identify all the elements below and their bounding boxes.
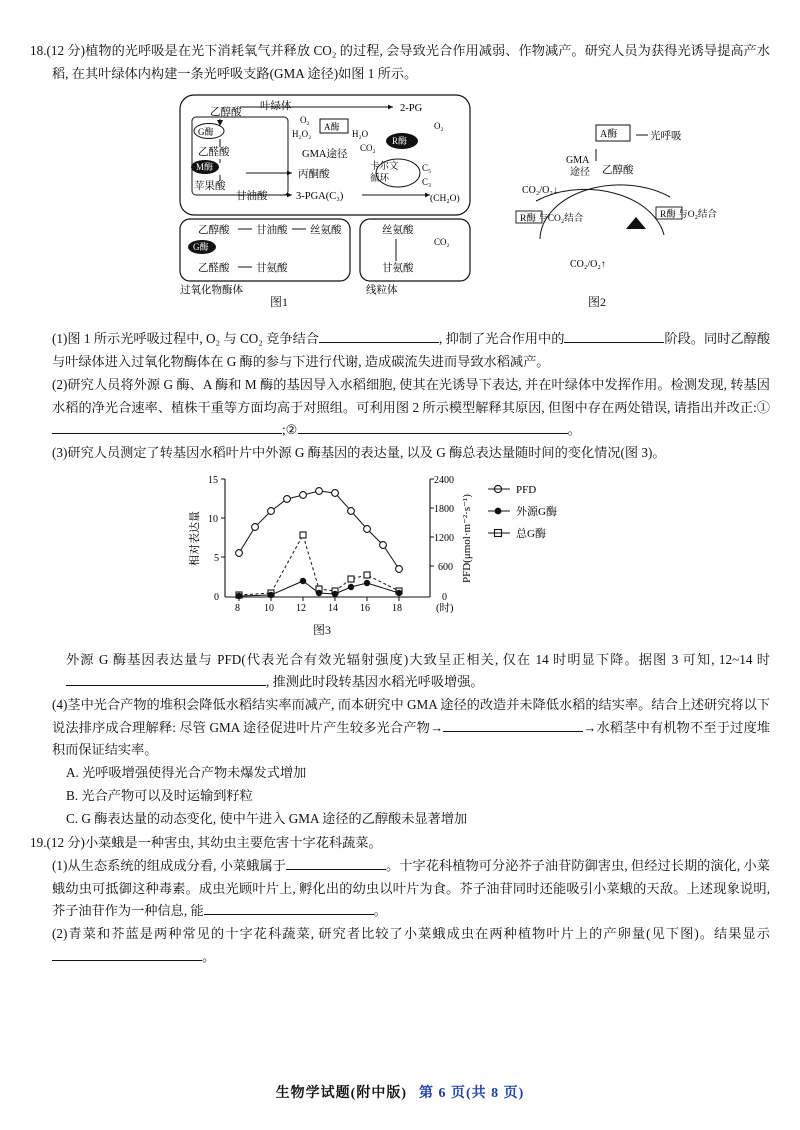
question-19-stem — [30, 832, 770, 855]
option-b-label: B. 光合产物可以及时运输到籽粒 — [66, 787, 253, 803]
legend-exogenous-g: 外源G酶 — [516, 505, 557, 518]
xtick-16: 16 — [360, 602, 370, 614]
q18-number: 18. — [30, 43, 47, 58]
q18-score: (12 分) — [46, 43, 86, 58]
svg-text:R酶 与CO₂结合: R酶 与CO₂结合 — [520, 214, 584, 225]
q18-sub1-pre: (1)图 1 所示光呼吸过程中, O₂ 与 CO₂ 竞争结合 — [52, 331, 319, 347]
svg-text:M酶: M酶 — [196, 162, 214, 173]
ytick-left-5: 5 — [214, 552, 219, 564]
figure-2-caption: 图2 — [588, 295, 607, 310]
svg-text:R酶 与O₂结合: R酶 与O₂结合 — [660, 210, 717, 221]
question-18-chart-note — [30, 649, 770, 694]
svg-text:G酶: G酶 — [193, 242, 209, 253]
svg-text:2-PG: 2-PG — [400, 103, 423, 115]
option-c-label: C. G 酶表达量的动态变化, 使中午进入 GMA 途径的乙醇酸未显著增加 — [66, 810, 468, 826]
chart-ylabel-left: 相对表达量 — [189, 510, 201, 566]
svg-text:途径: 途径 — [570, 167, 590, 179]
q18-sub1-post: 阶段。同时乙醇酸与叶绿体进入过氧化物酶体在 G 酶的参与下进行代谢, 造成碳流失进而导致水稻减产。 — [52, 331, 771, 370]
svg-text:O₂: O₂ — [300, 115, 310, 126]
svg-text:O₂: O₂ — [434, 121, 444, 132]
footer-title: 生物学试题(附中版) — [275, 1086, 407, 1101]
ytick-right-2400: 2400 — [434, 474, 454, 486]
svg-text:C₅: C₅ — [422, 163, 432, 174]
svg-text:乙醇酸: 乙醇酸 — [602, 165, 634, 177]
answer-blank[interactable] — [52, 960, 202, 961]
chart-ylabel-right: PFD(μmol·m⁻²·s⁻¹) — [461, 493, 473, 583]
svg-text:A酶: A酶 — [324, 122, 340, 133]
question-18-sub3 — [30, 442, 770, 465]
answer-blank[interactable] — [286, 869, 386, 870]
ytick-left-10: 10 — [208, 513, 218, 525]
svg-text:甘油酸: 甘油酸 — [256, 225, 288, 237]
svg-text:甘氨酸: 甘氨酸 — [256, 263, 288, 275]
q19-score: (12 分) — [46, 835, 85, 851]
svg-text:CO₂/O₂↓: CO₂/O₂↓ — [522, 185, 558, 197]
footer-page-number: 第 6 页(共 8 页) — [419, 1086, 525, 1101]
svg-text:甘油酸: 甘油酸 — [236, 191, 268, 203]
q18-sub4-post: →水稻茎中有机物不至于过度堆积而保证结实率。 — [52, 719, 770, 758]
q18-chart-note-pre: 外源 G 酶基因表达量与 PFD(代表光合有效光辐射强度)大致呈正相关, 仅在 14 时明显下降。据图 3 可知, 12~14 时 — [66, 651, 770, 667]
svg-text:叶绿体: 叶绿体 — [260, 101, 292, 113]
answer-blank[interactable] — [443, 731, 583, 732]
question-18-stem — [30, 40, 770, 85]
svg-text:CO₂: CO₂ — [434, 237, 450, 248]
xtick-10: 10 — [264, 602, 274, 614]
answer-blank[interactable] — [52, 433, 282, 434]
q18-sub2-post: 。 — [567, 422, 581, 438]
svg-text:G酶: G酶 — [198, 127, 214, 138]
svg-text:CO₂/O₂↑: CO₂/O₂↑ — [570, 259, 606, 271]
chart-xlabel: (时) — [436, 602, 454, 614]
xtick-14: 14 — [328, 602, 338, 614]
question-18-sub2 — [30, 374, 770, 442]
figure-3-chart — [30, 471, 770, 637]
q19-sub2-post: 。 — [202, 948, 216, 964]
question-18-option-a — [30, 762, 770, 785]
figure-diagrams — [30, 89, 770, 309]
svg-text:丝氨酸: 丝氨酸 — [382, 225, 414, 237]
svg-text:循环: 循环 — [370, 174, 390, 185]
question-19-sub1 — [30, 855, 770, 923]
svg-text:乙醛酸: 乙醛酸 — [198, 147, 230, 159]
q19-sub1-post: 。 — [373, 903, 387, 919]
figure-1-and-2 — [30, 89, 770, 314]
svg-text:乙醇酸: 乙醇酸 — [198, 225, 230, 237]
svg-text:CO₂: CO₂ — [360, 143, 376, 154]
svg-text:乙醛酸: 乙醛酸 — [198, 263, 230, 275]
svg-text:3-PGA(C₃): 3-PGA(C₃) — [296, 191, 344, 203]
q18-sub2-pre: (2)研究人员将外源 G 酶、A 酶和 M 酶的基因导入水稻细胞, 使其在光诱导下表达, 并在叶绿体中发挥作用。检测发现, 转基因水稻的净光合速率、植株干重等方面均高于对照组。可利用图 2 所示模型解释其原因, 但图中存在两处错误, 请指出并改正:① — [52, 376, 770, 415]
q19-sub2-pre: (2)青菜和芥蓝是两种常见的十字花科蔬菜, 研究者比较了小菜蛾成虫在两种植物叶片上的产卵量(见下图)。结果显示 — [52, 926, 770, 942]
ytick-left-15: 15 — [208, 474, 218, 486]
question-18-option-b — [30, 785, 770, 808]
option-a-label: A. 光呼吸增强使得光合产物未爆发式增加 — [66, 765, 307, 781]
svg-text:乙醇酸: 乙醇酸 — [210, 107, 242, 119]
svg-text:苹果酸: 苹果酸 — [194, 181, 226, 193]
q18-sub4-pre: (4)茎中光合产物的堆积会降低水稻结实率而减产, 而本研究中 GMA 途径的改造并未降低水稻的结实率。结合上述研究将以下说法排序成合理解释: 尽管 GMA 途径促进叶片产生较多光合产物→ — [52, 697, 770, 735]
q18-sub2-mid: ;② — [282, 422, 298, 438]
answer-blank[interactable] — [564, 342, 664, 343]
xtick-8: 8 — [235, 602, 240, 614]
page-content — [30, 40, 770, 968]
ytick-right-1200: 1200 — [434, 532, 454, 544]
svg-text:卡尔文: 卡尔文 — [370, 162, 399, 173]
svg-text:C₃: C₃ — [422, 177, 432, 188]
q18-chart-note-post: , 推测此时段转基因水稻光呼吸增强。 — [266, 674, 484, 690]
q18-stem-text: 植物的光呼吸是在光下消耗氧气并释放 CO₂ 的过程, 会导致光合作用减弱、作物减产。研究人员为获得光诱导提高产水稻, 在其叶绿体内构建一条光呼吸支路(GMA 途径)如图 1 所示。 — [52, 43, 770, 81]
svg-text:A酶: A酶 — [600, 129, 618, 141]
svg-text:丝氨酸: 丝氨酸 — [310, 225, 342, 237]
answer-blank[interactable] — [204, 914, 374, 915]
q19-stem-text: 小菜蛾是一种害虫, 其幼虫主要危害十字花科蔬菜。 — [84, 835, 382, 851]
figure-3-caption: 图3 — [313, 622, 332, 637]
legend-pfd: PFD — [516, 483, 537, 496]
svg-text:甘氨酸: 甘氨酸 — [382, 263, 414, 275]
question-18-sub1 — [30, 328, 770, 373]
q18-sub3-text: (3)研究人员测定了转基因水稻叶片中外源 G 酶基因的表达量, 以及 G 酶总表达量随时间的变化情况(图 3)。 — [52, 444, 666, 460]
q18-sub1-mid: , 抑制了光合作用中的 — [438, 331, 565, 347]
q19-number: 19. — [30, 835, 47, 851]
answer-blank[interactable] — [319, 342, 439, 343]
ytick-left-0: 0 — [214, 591, 219, 603]
svg-text:线粒体: 线粒体 — [366, 285, 398, 297]
q19-sub1-pre: (1)从生态系统的组成成分看, 小菜蛾属于 — [52, 857, 286, 873]
q19-sub1-mid: 。十字花科植物可分泌芥子油苷防御害虫, 但经过长期的演化, 小菜蛾幼虫可抵御这种毒素。成虫光顾叶片上, 孵化出的幼虫以叶片为食。芥子油苷同时还能吸引小菜蛾的天敌。上述现象说明, 芥子油苷作为一种信息, 能 — [52, 857, 770, 919]
legend-total-g: 总G酶 — [516, 527, 546, 540]
ytick-right-600: 600 — [438, 561, 453, 573]
svg-text:H₂O₂: H₂O₂ — [292, 129, 312, 140]
svg-text:光呼吸: 光呼吸 — [650, 131, 682, 143]
ytick-right-1800: 1800 — [434, 503, 454, 515]
xtick-18: 18 — [392, 602, 402, 614]
ytick-right-0: 0 — [442, 591, 447, 603]
svg-text:GMA途径: GMA途径 — [302, 149, 348, 161]
svg-text:R酶: R酶 — [392, 136, 408, 147]
answer-blank[interactable] — [66, 685, 266, 686]
svg-text:丙酮酸: 丙酮酸 — [298, 169, 330, 181]
answer-blank[interactable] — [298, 433, 568, 434]
question-19-sub2 — [30, 923, 770, 968]
page-footer — [0, 1082, 800, 1102]
question-18-sub4 — [30, 694, 770, 762]
svg-text:H₂O: H₂O — [352, 129, 369, 140]
xtick-12: 12 — [296, 602, 306, 614]
svg-text:GMA: GMA — [566, 155, 590, 167]
chart-legend — [488, 484, 557, 540]
figure-1-caption: 图1 — [270, 295, 289, 310]
chart-svg — [30, 471, 770, 631]
svg-text:过氧化物酶体: 过氧化物酶体 — [180, 285, 243, 297]
svg-text:(CH₂O): (CH₂O) — [430, 194, 460, 205]
question-18-option-c — [30, 808, 770, 831]
